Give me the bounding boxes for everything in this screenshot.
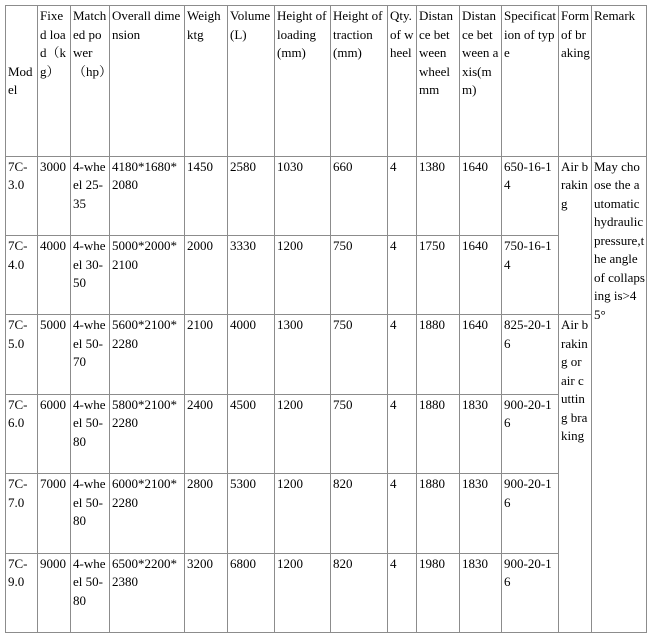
cell-overall-dimension: 6500*2200*2380 [110,553,185,632]
cell-matched-power: 4-wheel 50-80 [71,553,110,632]
table-row [6,315,647,394]
cell-height-traction: 750 [331,236,388,315]
cell-fixed-load: 4000 [38,236,71,315]
cell-weight: 2000 [185,236,228,315]
cell-height-traction: 750 [331,315,388,394]
header-overall-dimension: Overall dimension [110,6,185,157]
cell-specification: 750-16-14 [502,236,559,315]
header-distance-wheel: Distance between wheel mm [417,6,460,157]
header-model: Model [6,6,38,157]
cell-specification: 825-20-16 [502,315,559,394]
cell-fixed-load: 5000 [38,315,71,394]
header-height-loading: Height of loading(mm) [275,6,331,157]
cell-fixed-load: 3000 [38,156,71,235]
cell-qty-wheel: 4 [388,474,417,553]
cell-distance-wheel: 1880 [417,315,460,394]
cell-fixed-load: 9000 [38,553,71,632]
cell-distance-wheel: 1750 [417,236,460,315]
cell-distance-axis: 1830 [460,553,502,632]
header-matched-power: Matched power（hp） [71,6,110,157]
cell-weight: 1450 [185,156,228,235]
cell-overall-dimension: 4180*1680*2080 [110,156,185,235]
cell-model: 7C-4.0 [6,236,38,315]
cell-model: 7C-7.0 [6,474,38,553]
header-distance-axis: Distance between axis(mm) [460,6,502,157]
cell-specification: 900-20-16 [502,394,559,473]
cell-qty-wheel: 4 [388,236,417,315]
cell-matched-power: 4-wheel 25-35 [71,156,110,235]
cell-weight: 3200 [185,553,228,632]
header-remark: Remark [592,6,647,157]
cell-height-traction: 820 [331,553,388,632]
cell-distance-wheel: 1880 [417,394,460,473]
header-volume: Volume(L) [228,6,275,157]
cell-matched-power: 4-wheel 50-80 [71,474,110,553]
table-row [6,236,647,315]
cell-model: 7C-3.0 [6,156,38,235]
cell-fixed-load: 7000 [38,474,71,553]
cell-qty-wheel: 4 [388,156,417,235]
cell-distance-axis: 1640 [460,315,502,394]
cell-overall-dimension: 5600*2100*2280 [110,315,185,394]
cell-overall-dimension: 6000*2100*2280 [110,474,185,553]
cell-braking-air-or-cutting: Air braking or air cutting braking [559,315,592,633]
cell-qty-wheel: 4 [388,315,417,394]
cell-remark: May choose the automatic hydraulic pressure,the angle of collapsing is>45° [592,156,647,632]
header-weight: Weighktg [185,6,228,157]
cell-weight: 2100 [185,315,228,394]
cell-distance-axis: 1830 [460,394,502,473]
cell-distance-wheel: 1980 [417,553,460,632]
cell-volume: 3330 [228,236,275,315]
cell-model: 7C-6.0 [6,394,38,473]
header-row [6,6,647,157]
spec-table [5,5,647,633]
header-specification: Specification of type [502,6,559,157]
cell-overall-dimension: 5800*2100*2280 [110,394,185,473]
cell-distance-wheel: 1380 [417,156,460,235]
cell-height-loading: 1300 [275,315,331,394]
cell-volume: 4000 [228,315,275,394]
cell-distance-axis: 1830 [460,474,502,553]
cell-weight: 2400 [185,394,228,473]
header-fixed-load: Fixed load（kg） [38,6,71,157]
table-row [6,553,647,632]
cell-height-loading: 1200 [275,553,331,632]
cell-weight: 2800 [185,474,228,553]
table-row [6,394,647,473]
cell-height-loading: 1200 [275,236,331,315]
cell-distance-wheel: 1880 [417,474,460,553]
cell-specification: 650-16-14 [502,156,559,235]
cell-volume: 6800 [228,553,275,632]
header-braking: Form of braking [559,6,592,157]
cell-height-traction: 660 [331,156,388,235]
cell-qty-wheel: 4 [388,553,417,632]
header-height-traction: Height of traction(mm) [331,6,388,157]
cell-braking-air: Air braking [559,156,592,315]
cell-specification: 900-20-16 [502,553,559,632]
cell-specification: 900-20-16 [502,474,559,553]
cell-height-loading: 1200 [275,474,331,553]
cell-model: 7C-9.0 [6,553,38,632]
cell-height-loading: 1030 [275,156,331,235]
table-row [6,474,647,553]
cell-volume: 5300 [228,474,275,553]
cell-distance-axis: 1640 [460,156,502,235]
cell-volume: 2580 [228,156,275,235]
cell-model: 7C-5.0 [6,315,38,394]
table-row [6,156,647,235]
cell-height-traction: 820 [331,474,388,553]
cell-volume: 4500 [228,394,275,473]
cell-height-traction: 750 [331,394,388,473]
cell-qty-wheel: 4 [388,394,417,473]
cell-overall-dimension: 5000*2000*2100 [110,236,185,315]
cell-matched-power: 4-wheel 50-80 [71,394,110,473]
cell-fixed-load: 6000 [38,394,71,473]
header-qty-wheel: Qty.of wheel [388,6,417,157]
cell-matched-power: 4-wheel 50-70 [71,315,110,394]
cell-distance-axis: 1640 [460,236,502,315]
cell-matched-power: 4-wheel 30-50 [71,236,110,315]
cell-height-loading: 1200 [275,394,331,473]
